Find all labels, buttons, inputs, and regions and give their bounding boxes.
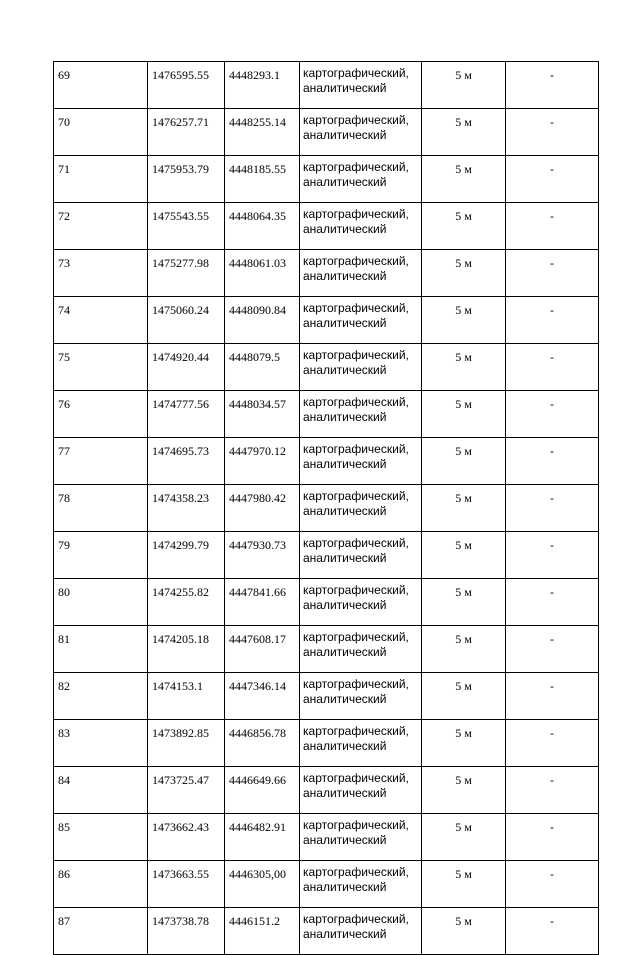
method-line-1: картографический,: [303, 489, 409, 503]
x-coordinate-cell: 1473663.55: [148, 861, 225, 908]
accuracy-cell: 5 м: [422, 814, 506, 861]
x-coordinate-cell: 1476257.71: [148, 109, 225, 156]
accuracy-cell: 5 м: [422, 485, 506, 532]
method-line-2: аналитический: [303, 363, 387, 377]
x-coordinate-cell: 1474205.18: [148, 626, 225, 673]
note-cell: -: [506, 861, 599, 908]
method-cell: [300, 109, 422, 156]
method-line-2: аналитический: [303, 739, 387, 753]
note-cell: -: [506, 908, 599, 955]
accuracy-cell: 5 м: [422, 391, 506, 438]
method-cell: [300, 720, 422, 767]
x-coordinate-cell: 1473662.43: [148, 814, 225, 861]
method-line-1: картографический,: [303, 395, 409, 409]
method-line-2: аналитический: [303, 269, 387, 283]
method-cell: [300, 626, 422, 673]
method-cell: [300, 156, 422, 203]
note-cell: -: [506, 203, 599, 250]
table-row: [54, 767, 599, 814]
method-cell: [300, 532, 422, 579]
method-line-1: картографический,: [303, 677, 409, 691]
note-cell: -: [506, 532, 599, 579]
table-row: [54, 673, 599, 720]
method-line-2: аналитический: [303, 645, 387, 659]
table-row: [54, 156, 599, 203]
point-number-cell: 80: [54, 579, 148, 626]
point-number-cell: 86: [54, 861, 148, 908]
y-coordinate-cell: 4448034.57: [225, 391, 300, 438]
point-number-cell: 79: [54, 532, 148, 579]
note-cell: -: [506, 250, 599, 297]
y-coordinate-cell: 4448293.1: [225, 62, 300, 109]
table-row: [54, 438, 599, 485]
method-cell: [300, 861, 422, 908]
method-line-1: картографический,: [303, 254, 409, 268]
accuracy-cell: 5 м: [422, 250, 506, 297]
y-coordinate-cell: 4447346.14: [225, 673, 300, 720]
method-cell: [300, 250, 422, 297]
note-cell: -: [506, 767, 599, 814]
accuracy-cell: 5 м: [422, 673, 506, 720]
x-coordinate-cell: 1473892.85: [148, 720, 225, 767]
table-row: [54, 62, 599, 109]
method-cell: [300, 344, 422, 391]
x-coordinate-cell: 1473738.78: [148, 908, 225, 955]
method-cell: [300, 767, 422, 814]
x-coordinate-cell: 1475277.98: [148, 250, 225, 297]
point-number-cell: 78: [54, 485, 148, 532]
y-coordinate-cell: 4446649.66: [225, 767, 300, 814]
table-row: [54, 344, 599, 391]
y-coordinate-cell: 4448061.03: [225, 250, 300, 297]
accuracy-cell: 5 м: [422, 62, 506, 109]
point-number-cell: 82: [54, 673, 148, 720]
note-cell: -: [506, 720, 599, 767]
y-coordinate-cell: 4446151.2: [225, 908, 300, 955]
x-coordinate-cell: 1474255.82: [148, 579, 225, 626]
accuracy-cell: 5 м: [422, 156, 506, 203]
method-line-1: картографический,: [303, 818, 409, 832]
y-coordinate-cell: 4448255.14: [225, 109, 300, 156]
y-coordinate-cell: 4447980.42: [225, 485, 300, 532]
method-line-1: картографический,: [303, 583, 409, 597]
x-coordinate-cell: 1475543.55: [148, 203, 225, 250]
table-row: [54, 579, 599, 626]
method-cell: [300, 297, 422, 344]
accuracy-cell: 5 м: [422, 861, 506, 908]
method-line-1: картографический,: [303, 724, 409, 738]
point-number-cell: 69: [54, 62, 148, 109]
point-number-cell: 75: [54, 344, 148, 391]
method-line-2: аналитический: [303, 692, 387, 706]
x-coordinate-cell: 1473725.47: [148, 767, 225, 814]
point-number-cell: 76: [54, 391, 148, 438]
point-number-cell: 87: [54, 908, 148, 955]
note-cell: -: [506, 485, 599, 532]
table-row: [54, 485, 599, 532]
point-number-cell: 71: [54, 156, 148, 203]
table-row: [54, 720, 599, 767]
y-coordinate-cell: 4447970.12: [225, 438, 300, 485]
point-number-cell: 81: [54, 626, 148, 673]
method-line-1: картографический,: [303, 536, 409, 550]
x-coordinate-cell: 1476595.55: [148, 62, 225, 109]
x-coordinate-cell: 1474153.1: [148, 673, 225, 720]
method-line-2: аналитический: [303, 551, 387, 565]
y-coordinate-cell: 4446856.78: [225, 720, 300, 767]
method-line-2: аналитический: [303, 927, 387, 941]
note-cell: -: [506, 438, 599, 485]
note-cell: -: [506, 391, 599, 438]
point-number-cell: 85: [54, 814, 148, 861]
y-coordinate-cell: 4447841.66: [225, 579, 300, 626]
accuracy-cell: 5 м: [422, 908, 506, 955]
point-number-cell: 84: [54, 767, 148, 814]
method-cell: [300, 673, 422, 720]
x-coordinate-cell: 1474358.23: [148, 485, 225, 532]
method-line-1: картографический,: [303, 630, 409, 644]
method-line-1: картографический,: [303, 66, 409, 80]
point-number-cell: 70: [54, 109, 148, 156]
method-line-1: картографический,: [303, 442, 409, 456]
method-line-2: аналитический: [303, 81, 387, 95]
method-line-1: картографический,: [303, 113, 409, 127]
note-cell: -: [506, 156, 599, 203]
accuracy-cell: 5 м: [422, 297, 506, 344]
method-line-2: аналитический: [303, 410, 387, 424]
method-cell: [300, 814, 422, 861]
table-row: [54, 250, 599, 297]
accuracy-cell: 5 м: [422, 344, 506, 391]
method-cell: [300, 391, 422, 438]
note-cell: -: [506, 673, 599, 720]
x-coordinate-cell: 1475060.24: [148, 297, 225, 344]
table-row: [54, 391, 599, 438]
y-coordinate-cell: 4447930.73: [225, 532, 300, 579]
y-coordinate-cell: 4446305,00: [225, 861, 300, 908]
accuracy-cell: 5 м: [422, 767, 506, 814]
method-cell: [300, 62, 422, 109]
table-row: [54, 861, 599, 908]
method-line-1: картографический,: [303, 348, 409, 362]
x-coordinate-cell: 1475953.79: [148, 156, 225, 203]
point-number-cell: 77: [54, 438, 148, 485]
table-row: [54, 814, 599, 861]
x-coordinate-cell: 1474695.73: [148, 438, 225, 485]
y-coordinate-cell: 4448079.5: [225, 344, 300, 391]
method-line-2: аналитический: [303, 504, 387, 518]
x-coordinate-cell: 1474777.56: [148, 391, 225, 438]
x-coordinate-cell: 1474299.79: [148, 532, 225, 579]
y-coordinate-cell: 4448090.84: [225, 297, 300, 344]
method-line-1: картографический,: [303, 771, 409, 785]
coordinates-table: [53, 61, 599, 955]
accuracy-cell: 5 м: [422, 109, 506, 156]
method-line-1: картографический,: [303, 865, 409, 879]
note-cell: -: [506, 297, 599, 344]
table-row: [54, 908, 599, 955]
method-cell: [300, 485, 422, 532]
table-row: [54, 109, 599, 156]
accuracy-cell: 5 м: [422, 579, 506, 626]
table-body: [54, 62, 599, 955]
point-number-cell: 72: [54, 203, 148, 250]
method-cell: [300, 438, 422, 485]
note-cell: -: [506, 626, 599, 673]
accuracy-cell: 5 м: [422, 438, 506, 485]
y-coordinate-cell: 4448064.35: [225, 203, 300, 250]
note-cell: -: [506, 344, 599, 391]
point-number-cell: 83: [54, 720, 148, 767]
note-cell: -: [506, 62, 599, 109]
method-cell: [300, 579, 422, 626]
note-cell: -: [506, 109, 599, 156]
point-number-cell: 73: [54, 250, 148, 297]
table-row: [54, 532, 599, 579]
method-line-1: картографический,: [303, 207, 409, 221]
method-line-2: аналитический: [303, 457, 387, 471]
table-row: [54, 626, 599, 673]
method-cell: [300, 908, 422, 955]
y-coordinate-cell: 4447608.17: [225, 626, 300, 673]
accuracy-cell: 5 м: [422, 720, 506, 767]
method-line-2: аналитический: [303, 833, 387, 847]
method-line-2: аналитический: [303, 316, 387, 330]
method-line-2: аналитический: [303, 786, 387, 800]
table-row: [54, 297, 599, 344]
method-line-1: картографический,: [303, 912, 409, 926]
method-line-2: аналитический: [303, 222, 387, 236]
accuracy-cell: 5 м: [422, 532, 506, 579]
y-coordinate-cell: 4446482.91: [225, 814, 300, 861]
method-line-2: аналитический: [303, 128, 387, 142]
note-cell: -: [506, 814, 599, 861]
method-line-1: картографический,: [303, 160, 409, 174]
method-line-1: картографический,: [303, 301, 409, 315]
method-line-2: аналитический: [303, 175, 387, 189]
accuracy-cell: 5 м: [422, 203, 506, 250]
x-coordinate-cell: 1474920.44: [148, 344, 225, 391]
point-number-cell: 74: [54, 297, 148, 344]
method-cell: [300, 203, 422, 250]
method-line-2: аналитический: [303, 598, 387, 612]
y-coordinate-cell: 4448185.55: [225, 156, 300, 203]
note-cell: -: [506, 579, 599, 626]
accuracy-cell: 5 м: [422, 626, 506, 673]
method-line-2: аналитический: [303, 880, 387, 894]
table-row: [54, 203, 599, 250]
